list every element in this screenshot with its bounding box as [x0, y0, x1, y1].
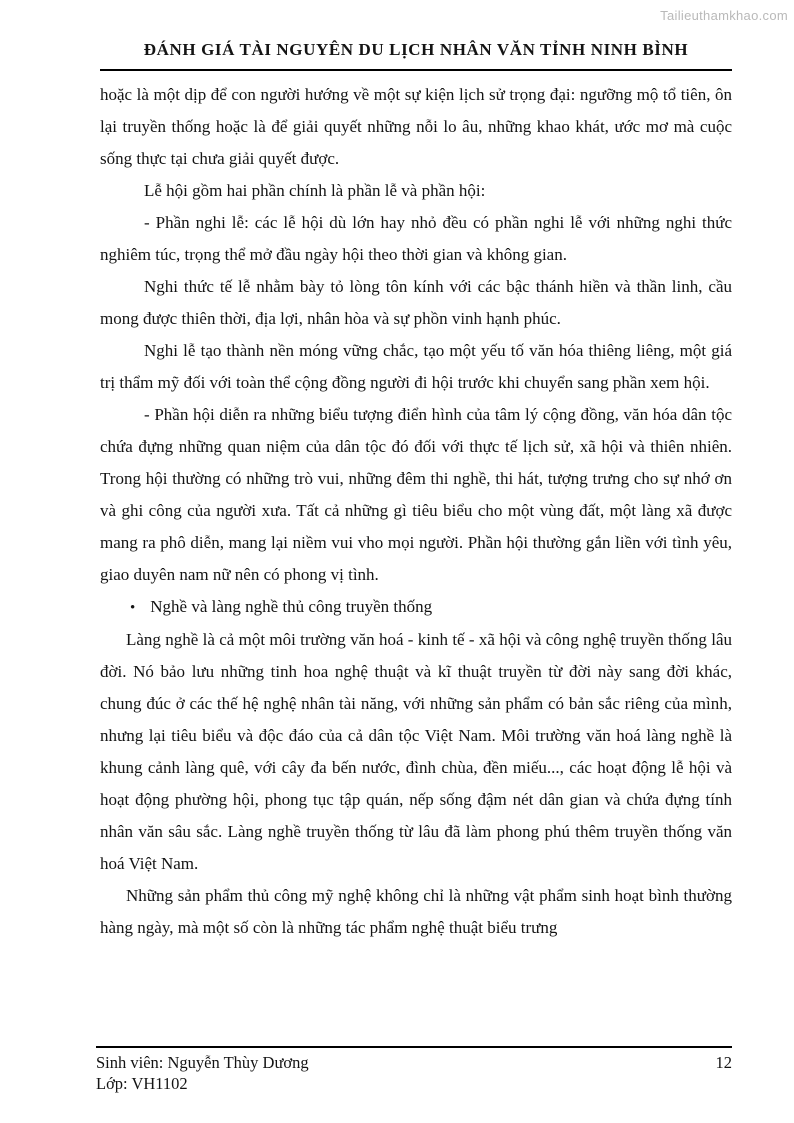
paragraph: Nghi thức tế lễ nhằm bày tỏ lòng tôn kính với các bậc thánh hiền và thần linh, cầu mong được thiên thời, địa lợi, nhân hòa và sự phồn vinh hạnh phúc. [100, 277, 732, 328]
bullet-list-item [100, 591, 732, 624]
document-body [100, 79, 732, 944]
paragraph: - Phần hội diễn ra những biểu tượng điển hình của tâm lý cộng đồng, văn hóa dân tộc chứa đựng những quan niệm của dân tộc đó đối với thực tế lịch sử, xã hội và thiên nhiên. Trong hội thường có những trò vui, những đêm thi nghề, thi hát, tượng trưng cho sự nhớ ơn và ghi công của người xưa. Tất cả những gì tiêu biểu cho một vùng đất, một làng xã được mang ra phô diễn, mang lại niềm vui vho mọi người. Phần hội thường gắn liền với tình yêu, giao duyên nam nữ nên có phong vị tình. [100, 405, 732, 584]
watermark: Tailieuthamkhao.com [660, 8, 788, 23]
page-content [0, 40, 794, 944]
footer-class: Lớp: VH1102 [96, 1074, 188, 1093]
page-number: 12 [715, 1053, 732, 1072]
paragraph: hoặc là một dịp để con người hướng về một sự kiện lịch sử trọng đại: ngưỡng mộ tổ tiên, ôn lại truyền thống hoặc là để giải quyết những nỗi lo âu, những khao khát, ước mơ mà cuộc sống thực tại chưa giải quyết được. [100, 85, 732, 168]
document-title: ĐÁNH GIÁ TÀI NGUYÊN DU LỊCH NHÂN VĂN TỈNH NINH BÌNH [143, 40, 689, 59]
bullet-icon: • [130, 600, 136, 616]
paragraph: Làng nghề là cả một môi trường văn hoá - kinh tế - xã hội và công nghệ truyền thống lâu đời. Nó bảo lưu những tinh hoa nghệ thuật và kĩ thuật truyền từ đời này sang đời khác, chung đúc ở các thế hệ nghệ nhân tài năng, với những sản phẩm có bản sắc riêng của mình, nhưng lại tiêu biểu và độc đáo của cả dân tộc Việt Nam. Môi trường văn hoá làng nghề là khung cảnh làng quê, với cây đa bến nước, đình chùa, đền miếu..., các hoạt động lễ hội và hoạt động phường hội, phong tục tập quán, nếp sống đậm nét dân gian và chứa đựng tính nhân văn sâu sắc. Làng nghề truyền thống từ lâu đã làm phong phú thêm truyền thống văn hoá Việt Nam. [100, 630, 732, 873]
footer-student-name: Sinh viên: Nguyễn Thùy Dương [96, 1053, 309, 1072]
header-rule [100, 69, 732, 71]
footer-rule [96, 1046, 732, 1048]
paragraph: Những sản phẩm thủ công mỹ nghệ không chỉ là những vật phẩm sinh hoạt bình thường hàng ngày, mà một số còn là những tác phẩm nghệ thuật biểu trưng [100, 886, 732, 937]
paragraph: Lễ hội gồm hai phần chính là phần lễ và phần hội: [144, 181, 486, 200]
paragraph: Nghi lễ tạo thành nền móng vững chắc, tạo một yếu tố văn hóa thiêng liêng, một giá trị thẩm mỹ đối với toàn thể cộng đồng người đi hội trước khi chuyển sang phần xem hội. [100, 341, 732, 392]
page-footer [96, 1046, 732, 1094]
paragraph: - Phần nghi lễ: các lễ hội dù lớn hay nhỏ đều có phần nghi lễ với những nghi thức nghiêm túc, trọng thể mở đầu ngày hội theo thời gian và không gian. [100, 213, 732, 264]
bullet-item-label: Nghề và làng nghề thủ công truyền thống [150, 597, 433, 616]
